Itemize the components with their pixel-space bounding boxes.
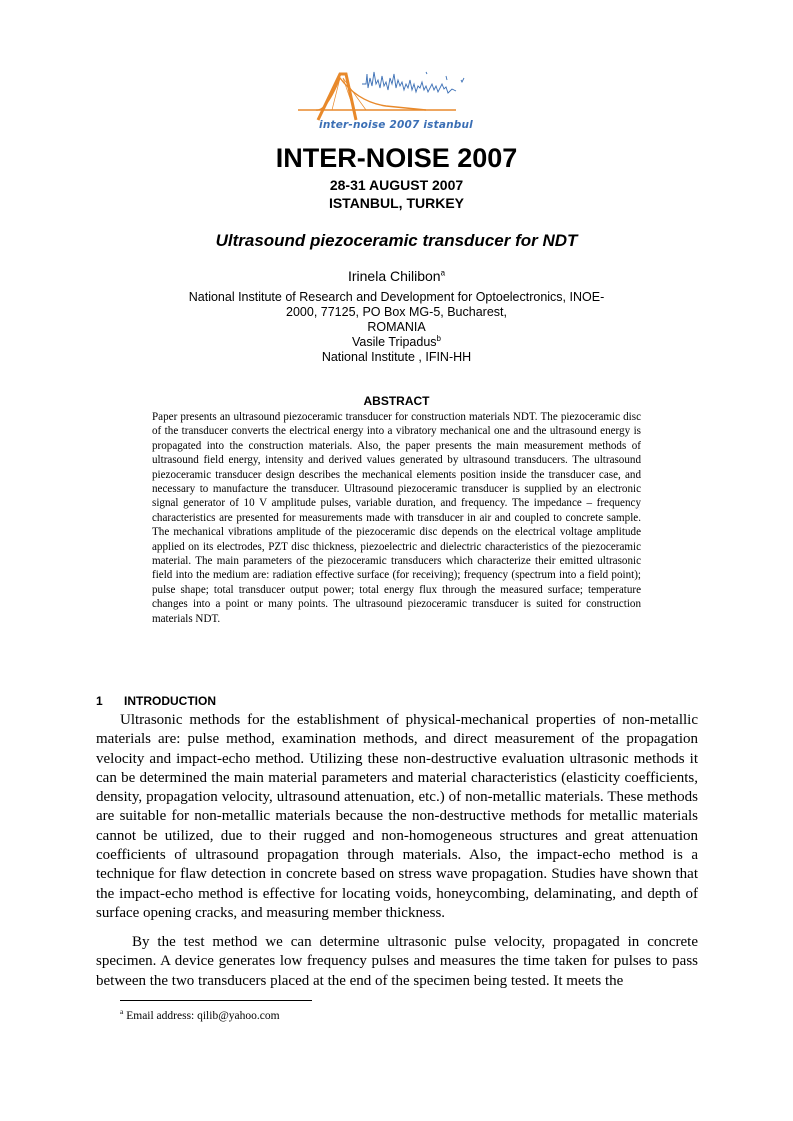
author-1-mark: a xyxy=(440,268,446,278)
sound-wave-icon xyxy=(362,72,464,93)
conference-title: INTER-NOISE 2007 xyxy=(275,143,518,173)
author-1 xyxy=(0,269,793,284)
author-1-name: Irinela Chilibon xyxy=(347,268,441,284)
conference-dates: 28-31 AUGUST 2007 xyxy=(329,177,464,193)
intro-paragraph-2: By the test method we can determine ultrasonic pulse velocity, propagated in concrete specimen. A device generates low frequency pulses and measures the time taken for pulses to pass between the two transducers placed at the end of the specimen being tested. It meets the xyxy=(96,934,698,989)
affiliation-1-line-2: 2000, 77125, PO Box MG-5, Bucharest, xyxy=(286,305,507,319)
affiliation-2: National Institute , IFIN-HH xyxy=(321,350,472,364)
paper-title: Ultrasound piezoceramic transducer for NDT xyxy=(215,231,578,250)
abstract-text: Paper presents an ultrasound piezoceramic transducer for construction materials NDT. The piezoceramic disc of the transducer converts the electrical energy into a vibratory mechanical one and the ultrasound energy is propagated into the construction materials. Also, the paper presents the main measurement methods of ultrasound field energy, intensity and derived values generated by ultrasound transducers. The ultrasound piezoceramic transducer design describes the mechanical elements position inside the transducer case, and necessary to manufacture the transducer. Ultrasound piezoceramic transducer is supplied by an electronic signal generator of 10 V amplitude pulses, variable duration, and frequency. The impedance – frequency characteristics are presented for measurements made with transducer in air and coupled to concrete sample. The mechanical vibrations amplitude of the piezoceramic disc depends on the electrical voltage amplitude applied on its electrodes, PZT disc thickness, piezoelectric and dielectric characteristics of the piezoceramic material. The main parameters of the piezoceramic transducers which characterize their emitted ultrasonic field into the medium are: radiation effective surface (for receiving); frequency (spectrum into a field point); pulse shape; total transducer output power; total energy flux through the measured surface; temperature changes into a point or many points. The ultrasound piezoceramic transducer is suited for construction materials NDT. xyxy=(152,411,641,625)
footnote-divider xyxy=(120,1000,312,1001)
affiliation-1-line-1: National Institute of Research and Development for Optoelectronics, INOE- xyxy=(188,290,605,304)
intro-paragraph-1: Ultrasonic methods for the establishment of physical-mechanical properties of non-metallic materials are: pulse method, examination methods, and direct measurement of the propagation velocity and impact-echo method. Utilizing these non-destructive evaluation ultrasonic methods it can be determined the main material parameters and material characteristics (elasticity coefficients, density, propagation velocity, ultrasound attenuation, etc.) of non-metallic materials. These methods are suitable for non-metallic materials because the non-destructive methods for metallic materials cannot be utilized, due to their rugged and non-homogeneous structures and great attenuation coefficients of ultrasound propagation through materials. Also, the impact-echo method is a technique for flaw detection in concrete based on stress wave propagation. Studies have shown that the impact-echo method is effective for locating voids, honeycombing, delaminating, and depth of surface opening cracks, and measuring member thickness. xyxy=(96,712,698,921)
conference-location: ISTANBUL, TURKEY xyxy=(328,195,465,211)
affiliation-1-line-3: ROMANIA xyxy=(367,320,426,334)
author-2-mark: b xyxy=(436,333,441,343)
section-number: 1 xyxy=(96,694,103,708)
bridge-icon xyxy=(298,74,456,120)
section-heading xyxy=(96,694,216,708)
footnote-text: Email address: qilib@yahoo.com xyxy=(123,1010,280,1022)
author-2-name: Vasile Tripadus xyxy=(352,335,437,349)
logo-caption: inter-noise 2007 istanbul xyxy=(319,119,473,131)
section-title: INTRODUCTION xyxy=(124,694,216,708)
author-2 xyxy=(0,335,793,350)
footnote xyxy=(120,1007,280,1022)
footnote-mark: a xyxy=(120,1007,124,1017)
abstract-heading: ABSTRACT xyxy=(363,394,430,408)
